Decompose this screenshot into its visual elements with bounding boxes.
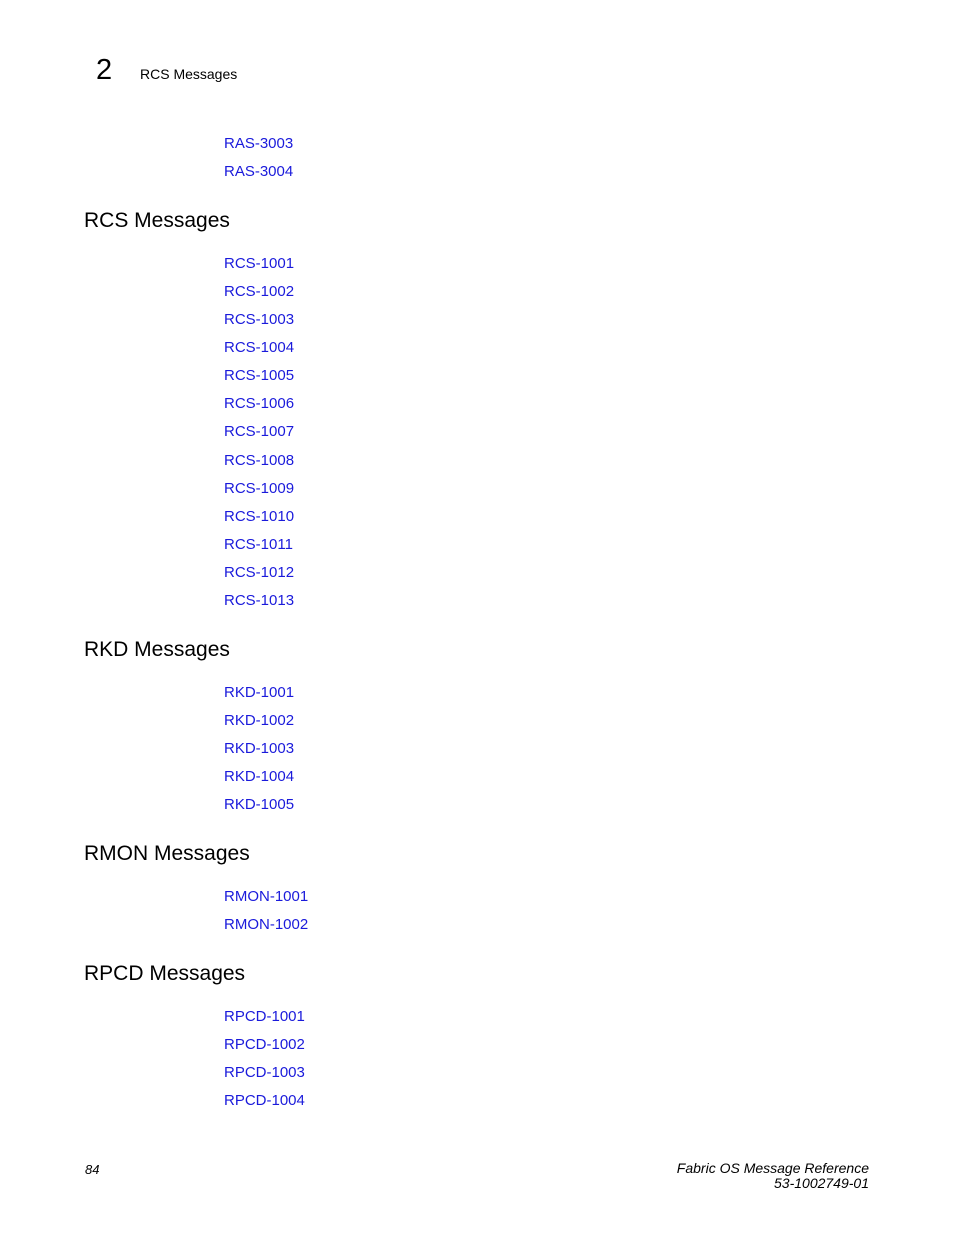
link-rpcd-1004[interactable]: RPCD-1004 — [224, 1092, 305, 1109]
link-rcs-1013[interactable]: RCS-1013 — [224, 592, 295, 609]
link-rcs-1006[interactable]: RCS-1006 — [224, 395, 295, 412]
link-rcs-1001[interactable]: RCS-1001 — [224, 255, 295, 272]
link-rpcd-1003[interactable]: RPCD-1003 — [224, 1064, 305, 1081]
link-rcs-1003[interactable]: RCS-1003 — [224, 311, 295, 328]
chapter-number: 2 — [96, 54, 113, 86]
link-rkd-1003[interactable]: RKD-1003 — [224, 740, 295, 757]
link-rcs-1008[interactable]: RCS-1008 — [224, 452, 295, 469]
link-rcs-1004[interactable]: RCS-1004 — [224, 339, 295, 356]
link-rkd-1005[interactable]: RKD-1005 — [224, 796, 295, 813]
link-rmon-1002[interactable]: RMON-1002 — [224, 916, 309, 933]
section-heading-rmon: RMON Messages — [84, 842, 250, 865]
footer-doc-number: 53-1002749-01 — [774, 1175, 869, 1191]
footer-doc-title: Fabric OS Message Reference — [676, 1160, 869, 1176]
link-rcs-1010[interactable]: RCS-1010 — [224, 508, 295, 525]
link-rcs-1005[interactable]: RCS-1005 — [224, 367, 295, 384]
link-rcs-1009[interactable]: RCS-1009 — [224, 480, 295, 497]
link-rkd-1001[interactable]: RKD-1001 — [224, 684, 295, 701]
link-rpcd-1002[interactable]: RPCD-1002 — [224, 1036, 305, 1053]
section-heading-rpcd: RPCD Messages — [84, 962, 246, 985]
link-rcs-1007[interactable]: RCS-1007 — [224, 423, 295, 440]
link-rcs-1002[interactable]: RCS-1002 — [224, 283, 295, 300]
footer-doc-info — [677, 1161, 869, 1191]
link-rcs-1012[interactable]: RCS-1012 — [224, 564, 295, 581]
section-heading-rkd: RKD Messages — [84, 638, 230, 661]
link-rmon-1001[interactable]: RMON-1001 — [224, 888, 309, 905]
link-rkd-1002[interactable]: RKD-1002 — [224, 712, 295, 729]
footer-page-number: 84 — [85, 1162, 100, 1177]
section-heading-rcs: RCS Messages — [84, 209, 230, 232]
link-rkd-1004[interactable]: RKD-1004 — [224, 768, 295, 785]
link-rcs-1011[interactable]: RCS-1011 — [224, 536, 293, 553]
running-head: RCS Messages — [140, 66, 238, 82]
link-ras-3003[interactable]: RAS-3003 — [224, 135, 294, 152]
link-ras-3004[interactable]: RAS-3004 — [224, 163, 294, 180]
link-rpcd-1001[interactable]: RPCD-1001 — [224, 1008, 305, 1025]
